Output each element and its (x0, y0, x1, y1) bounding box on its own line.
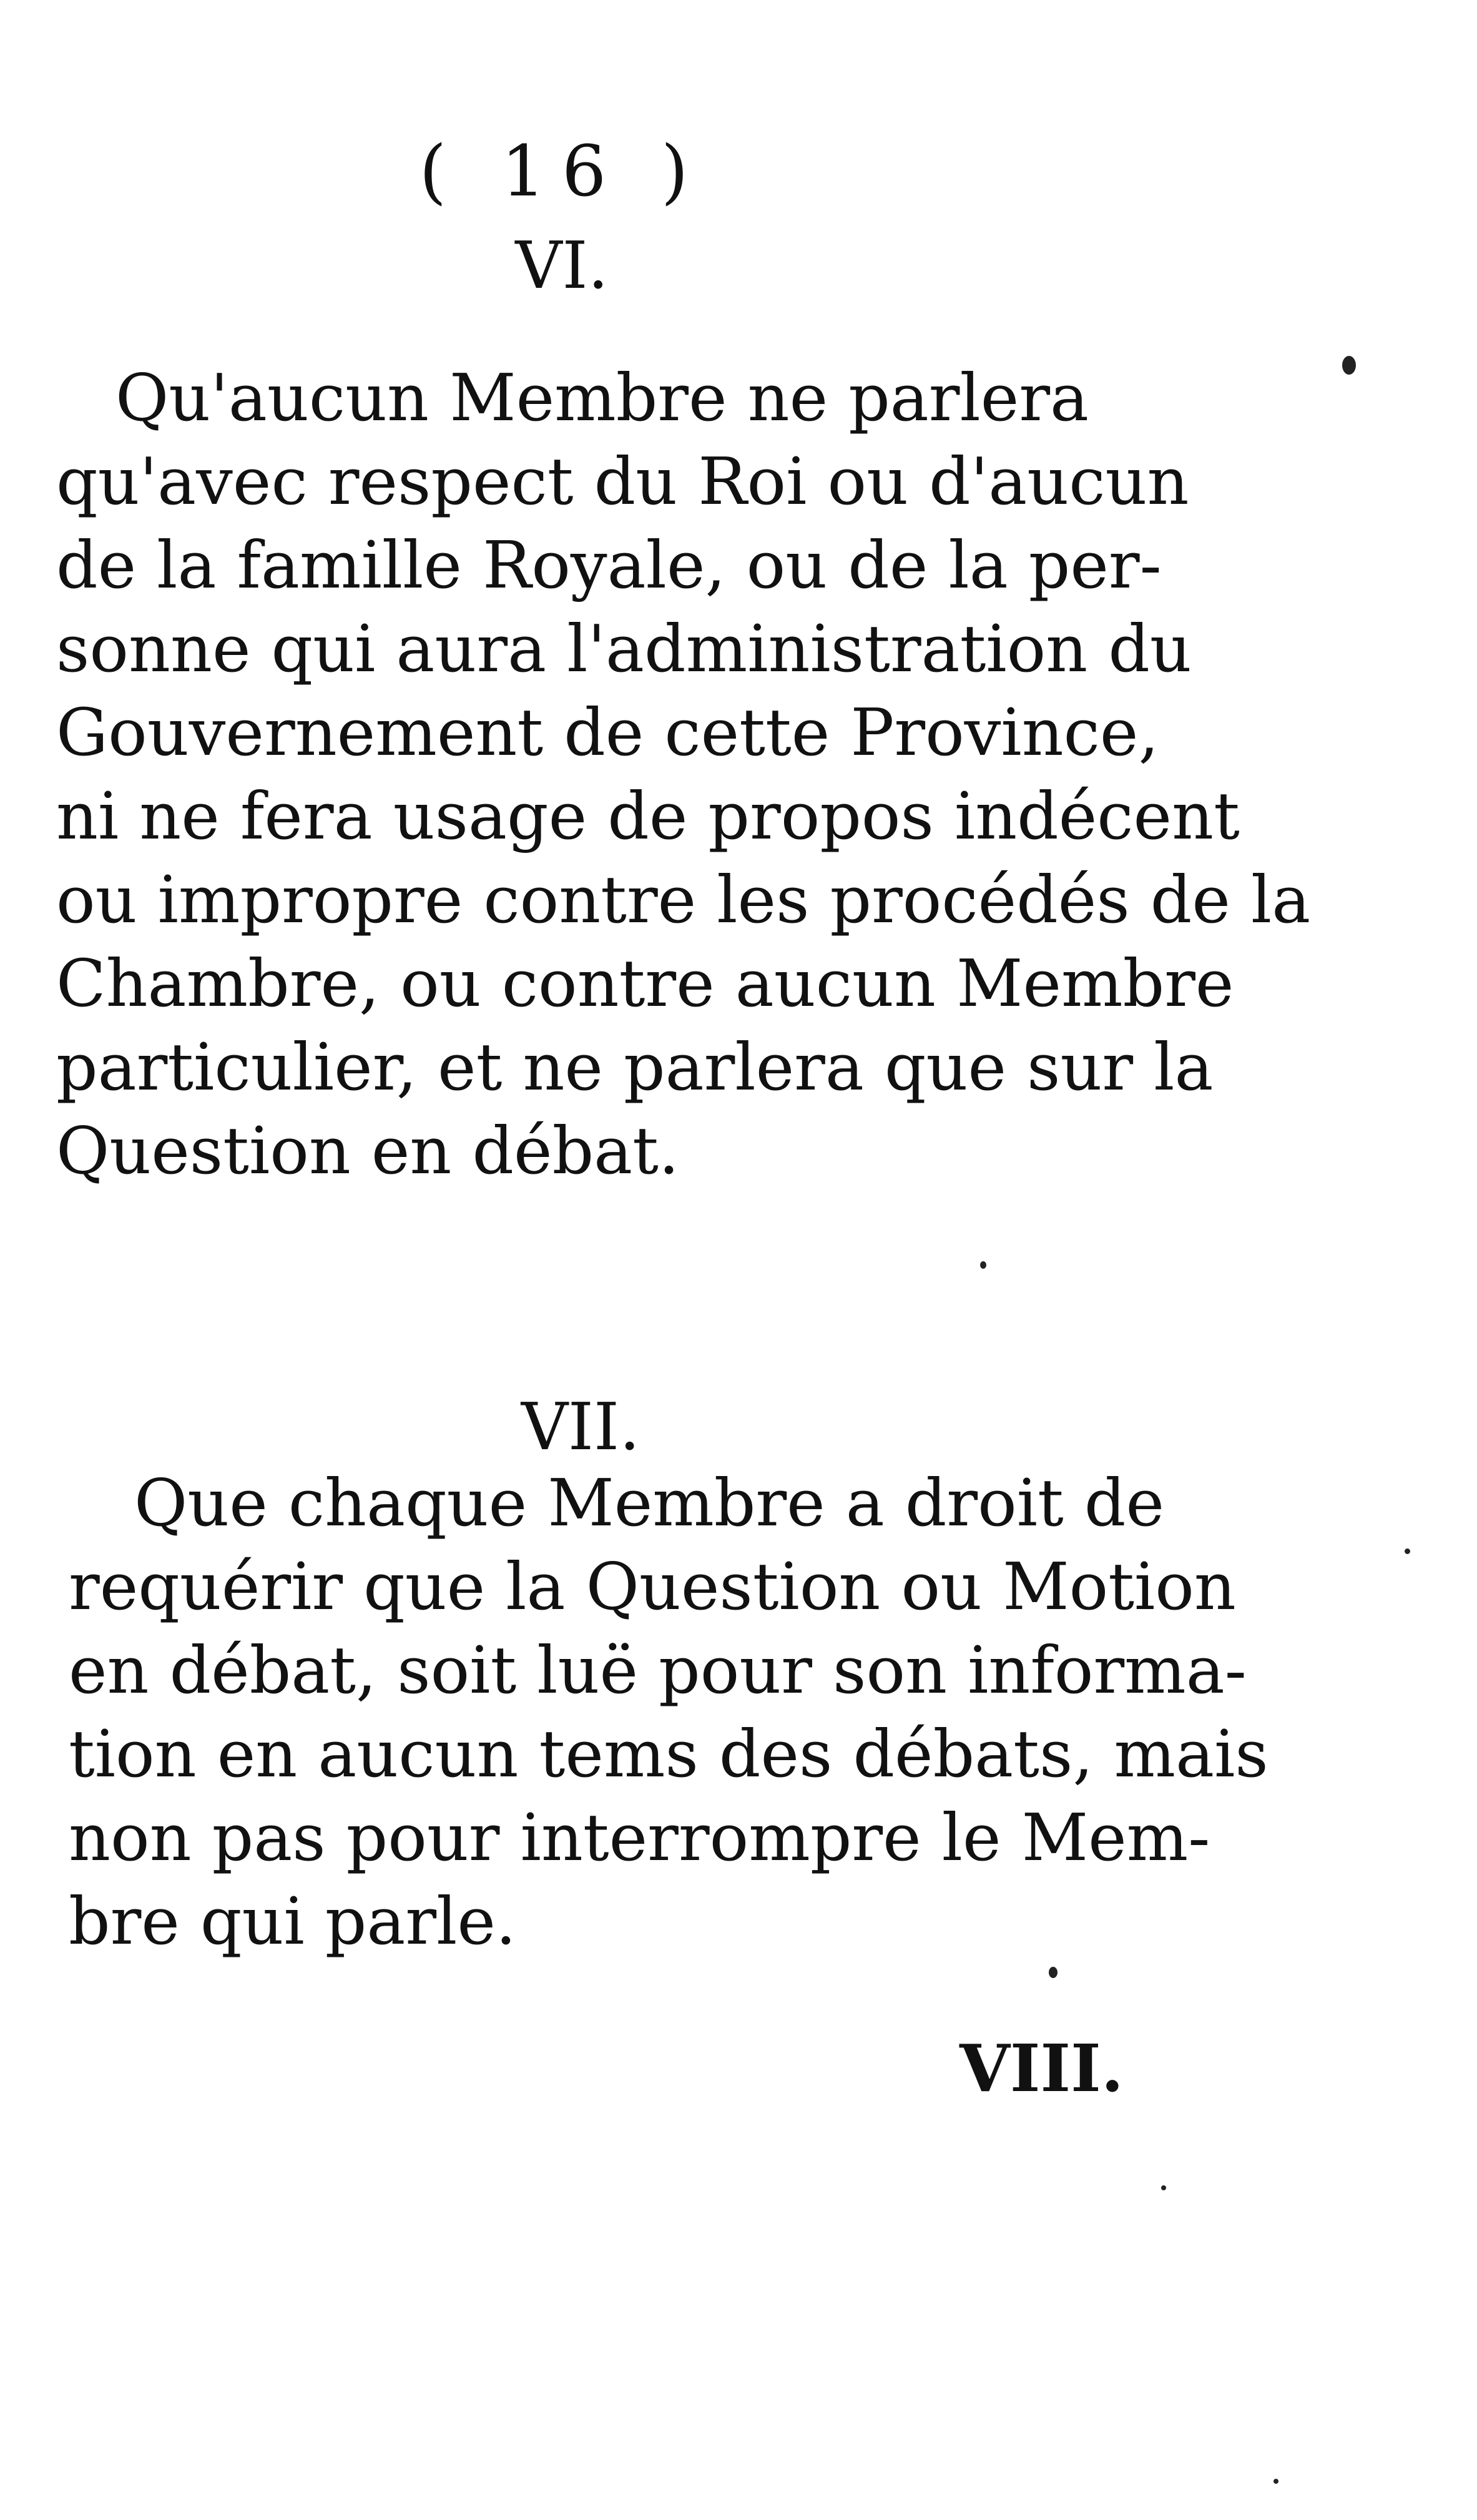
text-line: Question en débat. (56, 1113, 680, 1189)
text-line: ni ne fera usage de propos indécent (56, 778, 1240, 854)
text-line: en débat, soit luë pour son informa- (69, 1632, 1247, 1708)
scan-speck (1273, 2479, 1278, 2484)
text-line: tion en aucun tems des débats, mais (69, 1716, 1268, 1792)
scan-speck (980, 1261, 986, 1269)
text-line: de la famille Royale, ou de la per- (56, 527, 1162, 603)
text-line: Gouvernement de cette Province, (56, 694, 1159, 770)
text-line: requérir que la Question ou Motion (69, 1548, 1236, 1625)
scan-speck (1405, 1548, 1410, 1554)
scan-speck (1342, 356, 1356, 375)
text-line: sonne qui aura l'administration du (56, 611, 1192, 687)
text-line: qu'avec respect du Roi ou d'aucun (56, 443, 1189, 519)
article-numeral: VI. (515, 227, 609, 303)
text-line: particulier, et ne parlera que sur la (56, 1029, 1214, 1105)
article-numeral: VII. (521, 1389, 640, 1465)
text-line: ou impropre contre les procédés de la (56, 862, 1311, 938)
text-line: Chambre, ou contre aucun Membre (56, 945, 1234, 1021)
catchword: VIII. (959, 2030, 1124, 2107)
text-line: bre qui parle. (69, 1883, 516, 1959)
page-number: ( 16 ) (419, 131, 705, 212)
scan-speck (1049, 1967, 1057, 1978)
text-line: Qu'aucun Membre ne parlera (115, 360, 1089, 436)
scan-speck (1161, 2185, 1166, 2190)
text-line: Que chaque Membre a droit de (134, 1465, 1164, 1541)
text-line: non pas pour interrompre le Mem- (69, 1799, 1210, 1876)
